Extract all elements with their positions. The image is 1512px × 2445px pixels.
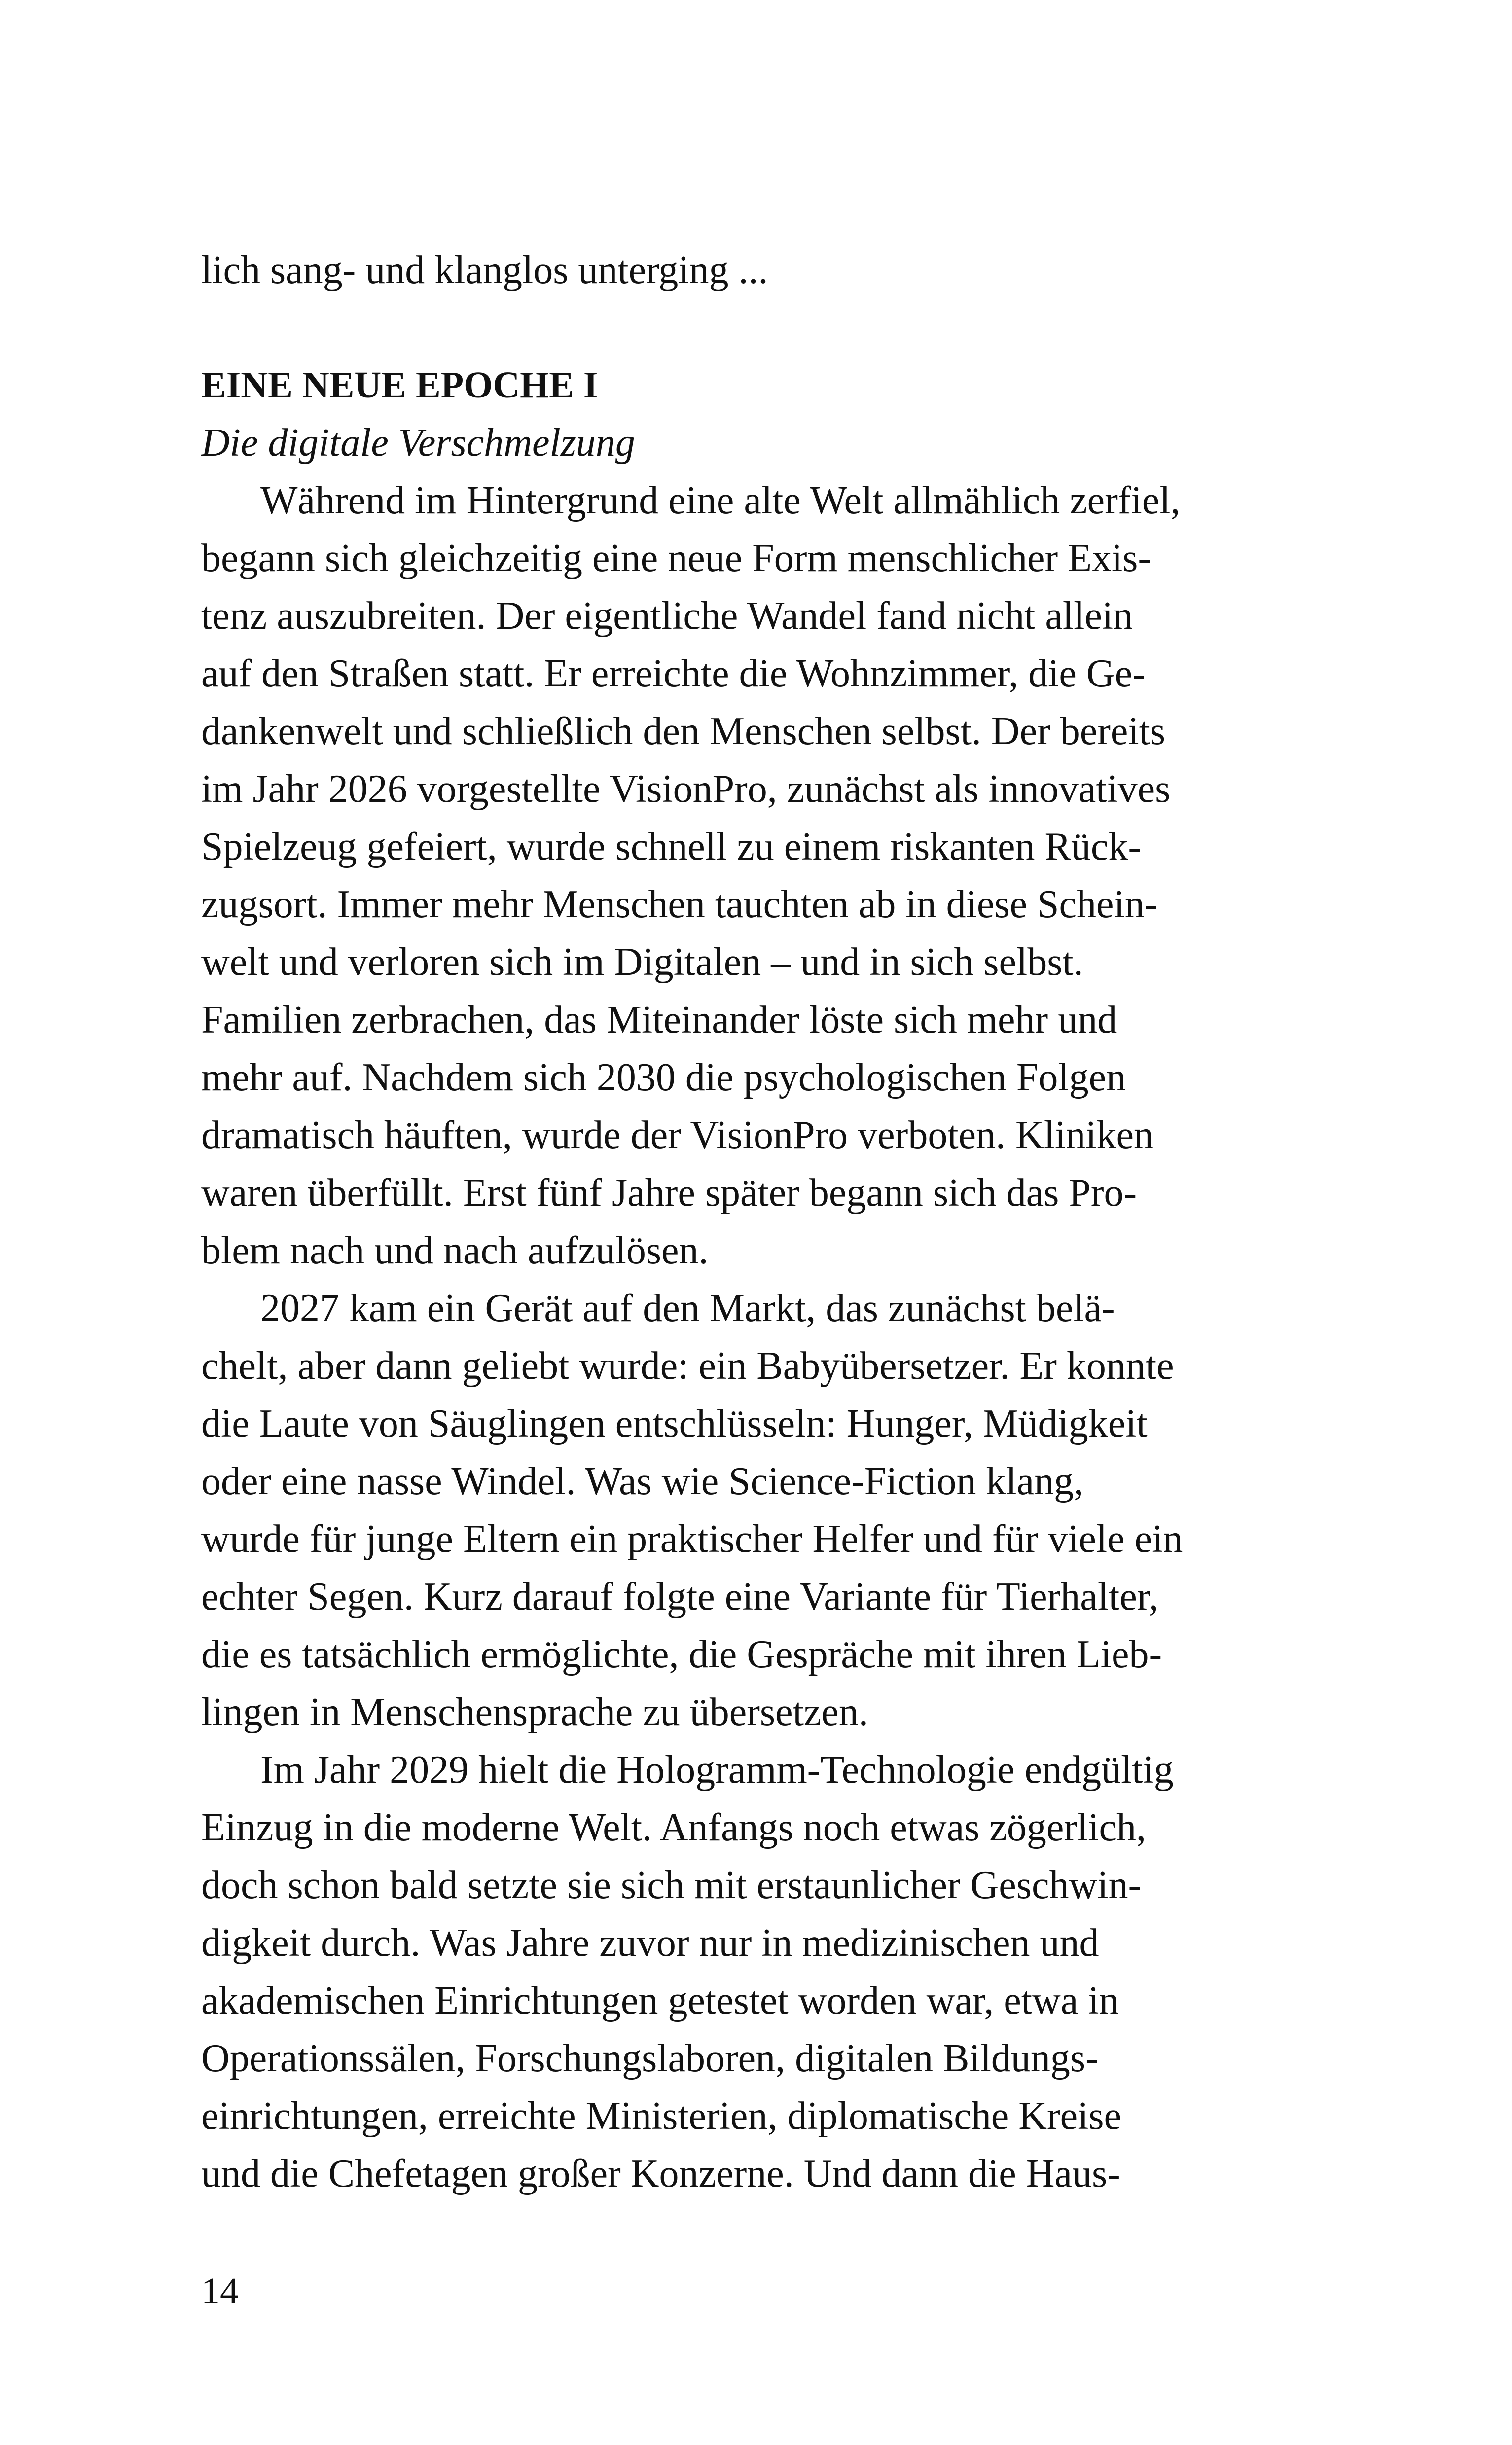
body-line: Familien zerbrachen, das Miteinander löste sich mehr und xyxy=(201,998,1117,1042)
body-line: mehr auf. Nachdem sich 2030 die psychologischen Folgen xyxy=(201,1056,1126,1099)
body-line: digkeit durch. Was Jahre zuvor nur in medizinischen und xyxy=(201,1921,1099,1965)
body-line: und die Chefetagen großer Konzerne. Und dann die Haus- xyxy=(201,2152,1120,2195)
body-line: echter Segen. Kurz darauf folgte eine Variante für Tierhalter, xyxy=(201,1575,1159,1618)
chapter-subtitle: Die digitale Verschmelzung xyxy=(201,421,635,465)
body-line: Operationssälen, Forschungslaboren, digitalen Bildungs- xyxy=(201,2037,1099,2080)
page-number: 14 xyxy=(201,2270,239,2312)
body-line: die es tatsächlich ermöglichte, die Gespräche mit ihren Lieb- xyxy=(201,1633,1162,1676)
body-line: Spielzeug gefeiert, wurde schnell zu einem riskanten Rück- xyxy=(201,825,1141,868)
body-line: akademischen Einrichtungen getestet worden war, etwa in xyxy=(201,1979,1119,2022)
body-line: Im Jahr 2029 hielt die Hologramm-Technologie endgültig xyxy=(260,1748,1174,1792)
body-line: waren überfüllt. Erst fünf Jahre später begann sich das Pro- xyxy=(201,1171,1137,1215)
body-line: lingen in Menschensprache zu übersetzen. xyxy=(201,1690,868,1734)
body-line: begann sich gleichzeitig eine neue Form menschlicher Exis- xyxy=(201,537,1152,580)
body-line: wurde für junge Eltern ein praktischer Helfer und für viele ein xyxy=(201,1517,1183,1561)
body-line: 2027 kam ein Gerät auf den Markt, das zunächst belä- xyxy=(260,1287,1115,1330)
body-line: welt und verloren sich im Digitalen – und in sich selbst. xyxy=(201,940,1083,984)
body-line: Während im Hintergrund eine alte Welt allmählich zerfiel, xyxy=(260,479,1181,522)
chapter-heading: EINE NEUE EPOCHE I xyxy=(201,364,598,406)
body-line: chelt, aber dann geliebt wurde: ein Babyübersetzer. Er konnte xyxy=(201,1344,1174,1388)
body-line: im Jahr 2026 vorgestellte VisionPro, zunächst als innovatives xyxy=(201,767,1171,811)
body-line: dramatisch häuften, wurde der VisionPro verboten. Kliniken xyxy=(201,1114,1154,1157)
body-line: dankenwelt und schließlich den Menschen selbst. Der bereits xyxy=(201,710,1165,753)
body-line: auf den Straßen statt. Er erreichte die Wohnzimmer, die Ge- xyxy=(201,652,1146,695)
carryover-line: lich sang- und klanglos unterging ... xyxy=(201,249,768,292)
body-line: einrichtungen, erreichte Ministerien, diplomatische Kreise xyxy=(201,2094,1122,2138)
body-line: oder eine nasse Windel. Was wie Science-Fiction klang, xyxy=(201,1460,1084,1503)
body-line: die Laute von Säuglingen entschlüsseln: Hunger, Müdigkeit xyxy=(201,1402,1148,1445)
body-line: tenz auszubreiten. Der eigentliche Wandel fand nicht allein xyxy=(201,594,1133,638)
body-line: zugsort. Immer mehr Menschen tauchten ab in diese Schein- xyxy=(201,883,1158,926)
body-line: Einzug in die moderne Welt. Anfangs noch etwas zögerlich, xyxy=(201,1806,1146,1849)
body-line: doch schon bald setzte sie sich mit erstaunlicher Geschwin- xyxy=(201,1864,1142,1907)
body-line: blem nach und nach aufzulösen. xyxy=(201,1229,709,1272)
